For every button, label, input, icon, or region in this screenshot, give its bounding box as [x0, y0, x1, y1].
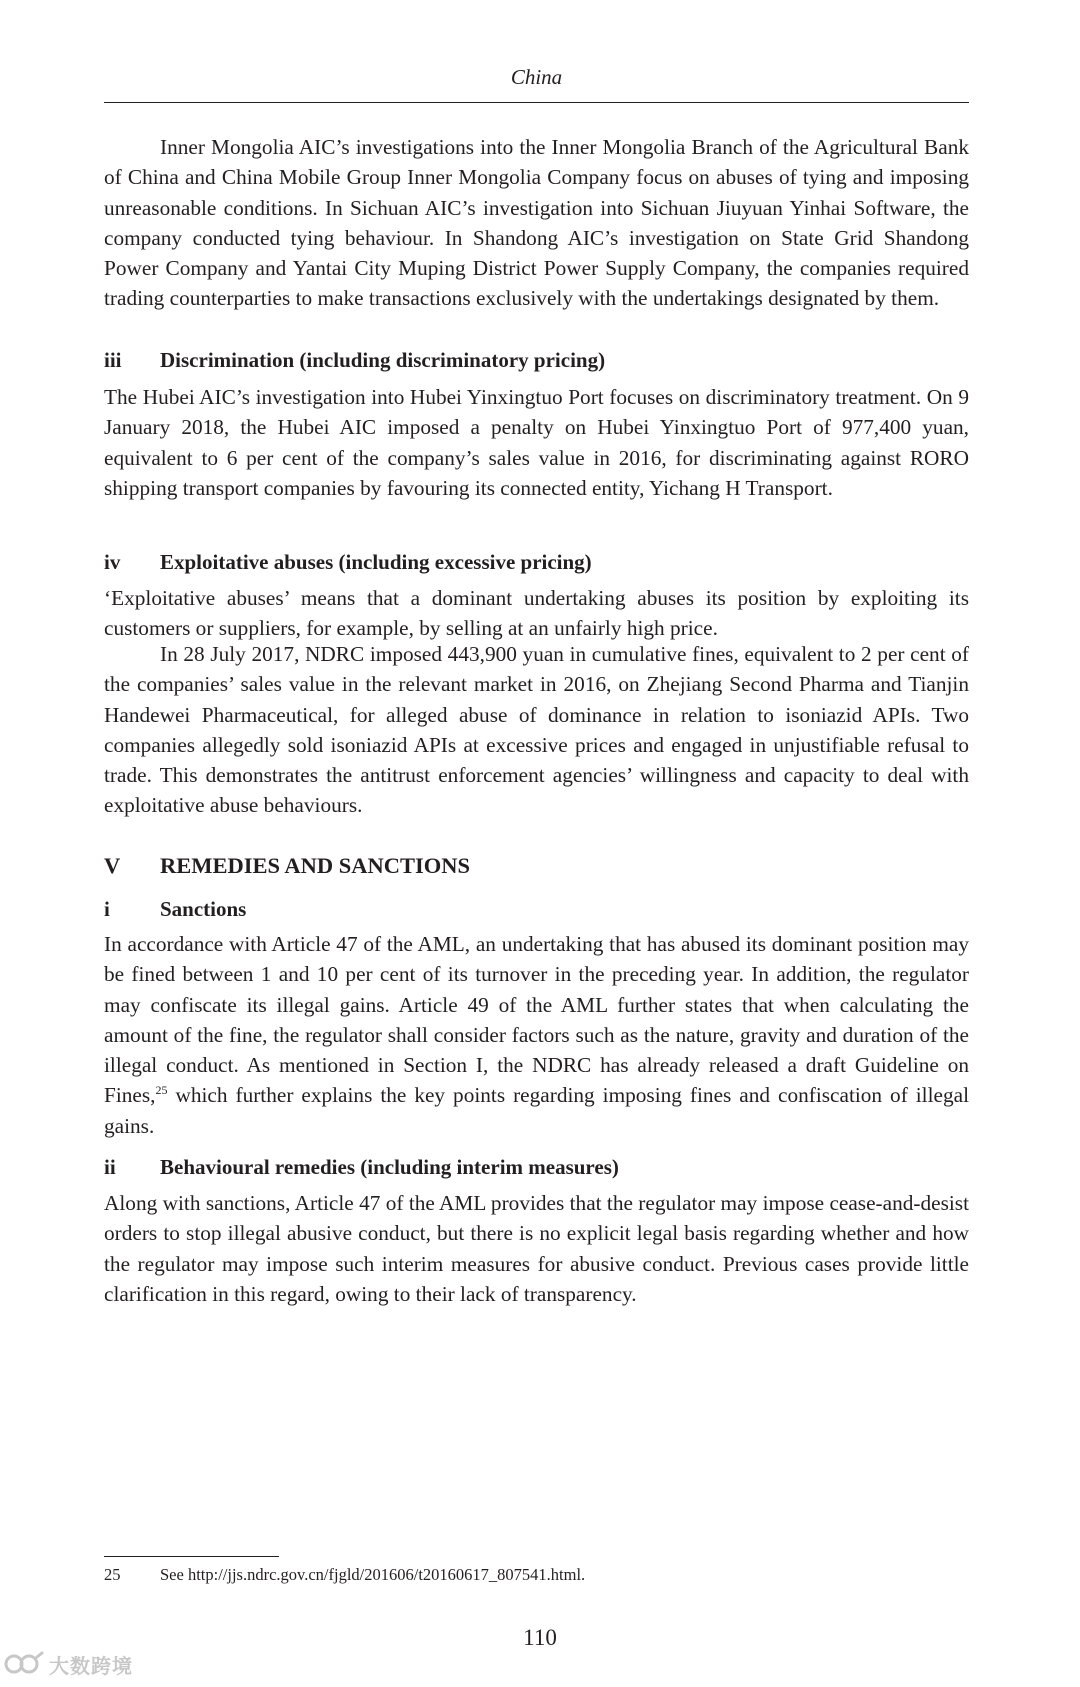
- heading-iii-number: iii: [104, 348, 122, 372]
- heading-ii-number: ii: [104, 1155, 116, 1179]
- watermark: [4, 1647, 133, 1681]
- behavioural-remedies-paragraph: Along with sanctions, Article 47 of the AML provides that the regulator may impose cease-and-desist orders to stop illegal abusive conduct, but there is no explicit legal basis regarding whether and how the regulator may impose such interim measures for abusive conduct. Previous cases provide little clarification in this regard, owing to their lack of transparency.: [104, 1191, 969, 1306]
- intro-paragraph: Inner Mongolia AIC’s investigations into the Inner Mongolia Branch of the Agricultural Bank of China and China Mobile Group Inner Mongolia Company focus on abuses of tying and imposing unreasonable conditions. In Sichuan AIC’s investigation into Sichuan Jiuyuan Yinhai Software, the company conducted tying behaviour. In Shandong AIC’s investigation on State Grid Shandong Power Company and Yantai City Muping District Power Supply Company, the companies required trading counterparties to make transactions exclusively with the undertakings designated by them.: [104, 135, 969, 311]
- logo-icon: [4, 1649, 44, 1679]
- running-title: China: [510, 65, 563, 89]
- heading-iv-number: iv: [104, 550, 121, 574]
- ndrc-fines-paragraph: In 28 July 2017, NDRC imposed 443,900 yuan in cumulative fines, equivalent to 2 per cent of the companies’ sales value in the relevant market in 2016, on Zhejiang Second Pharma and Tianjin Handewei Pharmaceutical, for alleged abuse of dominance in relation to isoniazid APIs. Two companies allegedly sold isoniazid APIs at excessive prices and engaged in unjustifiable refusal to trade. This demonstrates the antitrust enforcement agencies’ willingness and capacity to deal with exploitative abuse behaviours.: [104, 642, 969, 818]
- footnote-text: See http://jjs.ndrc.gov.cn/fjgld/201606/t20160617_807541.html.: [160, 1565, 586, 1584]
- heading-V-number: V: [104, 853, 121, 878]
- heading-i-number: i: [104, 897, 110, 921]
- heading-ii-title: Behavioural remedies (including interim measures): [160, 1155, 619, 1179]
- sanctions-text-1: In accordance with Article 47 of the AML, an undertaking that has abused its dominant position may be fined between 1 and 10 per cent of its turnover in the preceding year. In addition, the regulator may confiscate its illegal gains. Article 49 of the AML further states that when calculating the amount of the fine, the regulator shall consider factors such as the nature, gravity and duration of the illegal conduct. As mentioned in Section I, the NDRC has already released a draft Guideline on Fines,: [104, 932, 969, 1108]
- watermark-text: 大数跨境: [49, 1653, 133, 1678]
- header-rule: [104, 102, 969, 103]
- footnote-rule: [104, 1556, 279, 1557]
- heading-V-title: REMEDIES AND SANCTIONS: [160, 853, 471, 878]
- footnote-number: 25: [104, 1565, 121, 1584]
- heading-i-title: Sanctions: [160, 897, 247, 921]
- exploitative-definition-paragraph: ‘Exploitative abuses’ means that a dominant undertaking abuses its position by exploiting its customers or suppliers, for example, by selling at an unfairly high price.: [104, 586, 969, 641]
- discrimination-paragraph: The Hubei AIC’s investigation into Hubei Yinxingtuo Port focuses on discriminatory treatment. On 9 January 2018, the Hubei AIC imposed a penalty on Hubei Yinxingtuo Port of 977,400 yuan, equivalent to 6 per cent of the company’s sales value in 2016, for discriminating against RORO shipping transport companies by favouring its connected entity, Yichang H Transport.: [104, 385, 969, 500]
- sanctions-text-2: which further explains the key points regarding imposing fines and confiscation of illegal gains.: [104, 1083, 969, 1138]
- heading-iii-title: Discrimination (including discriminatory pricing): [160, 348, 606, 372]
- page-number: 110: [523, 1625, 557, 1650]
- heading-iv-title: Exploitative abuses (including excessive pricing): [160, 550, 592, 574]
- footnote-reference-25[interactable]: 25: [155, 1083, 168, 1098]
- sanctions-paragraph: [104, 929, 969, 1141]
